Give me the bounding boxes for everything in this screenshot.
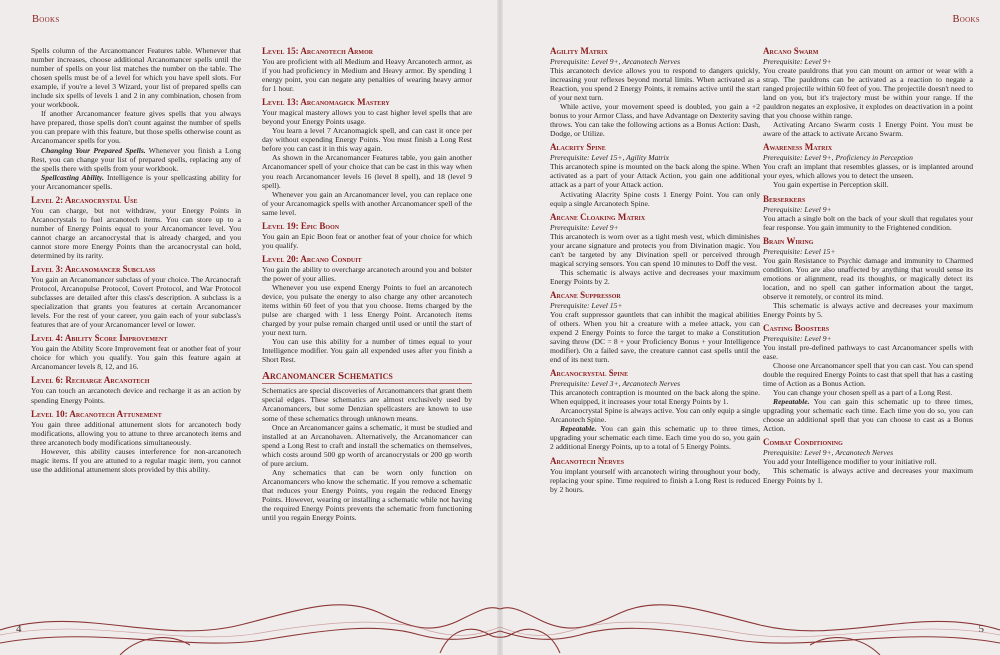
paragraph-text: You can gain this schematic up to three times, upgrading your schematic each time. Each time you do so, you gain 2 additional Energy Points, up to a total of 5 Energy Points. [550, 424, 760, 452]
body-paragraph [262, 190, 472, 217]
feature-heading: Level 3: Arcanomancer Subclass [31, 264, 156, 275]
body-paragraph [262, 153, 472, 189]
paragraph-text: Any schematics that can be worn only function on Arcanomancers who know the schematic. If you remove a schematic that reduces your Energy Points, you regain the reduced Energy Points. However, wearing or installing a schematic while not having the required Energy Points prevents the schematic from functioning until you regain Energy Points. [262, 467, 472, 523]
paragraph-text: You attach a single bolt on the back of your skull that regulates your fear response. You gain immunity to the Frightened condition. [763, 213, 973, 232]
feature-heading: Arcanotech Nerves [550, 455, 625, 466]
feature-heading: Arcano Swarm [763, 46, 819, 56]
feature-heading: Casting Boosters [763, 322, 830, 333]
body-paragraph [763, 343, 973, 361]
paragraph-text: This arcanotech contraption is mounted on the back along the spine. When equipped, it increases your total Energy Points by 1. [550, 388, 760, 407]
page-number-left: 4 [16, 623, 22, 635]
paragraph-text: You gain Resistance to Psychic damage and immunity to Charmed condition. You are also unaffected by anything that would sense its emotions or alignment, read its thoughts, or magically detect its location, and no spell can gather information about the target, observe it remotely, or control its mind. [763, 255, 973, 301]
paragraph-text: Intelligence is your spellcasting ability for your Arcanomancer spells. [31, 172, 241, 191]
paragraph-lead: Repeatable. [773, 397, 810, 407]
feature-heading: Arcane Cloaking Matrix [550, 211, 646, 222]
body-paragraph [262, 126, 472, 153]
paragraph-text: Activating Arcano Swarm costs 1 Energy Point. You must be aware of the attack to activate Arcano Swarm. [763, 120, 973, 139]
body-paragraph [262, 265, 472, 283]
body-paragraph [763, 397, 973, 433]
paragraph-text: You install pre-defined pathways to cast Arcanomancer spells with ease. [763, 342, 973, 361]
body-paragraph [550, 310, 760, 364]
paragraph-text: Whenever you gain an Arcanomancer level, you can replace one of your Arcanomagick spells with another Arcanomancer spell of the same level. [262, 189, 472, 217]
body-paragraph [262, 283, 472, 337]
body-paragraph [262, 423, 472, 468]
page5-column-2 [763, 46, 973, 485]
body-paragraph [262, 386, 472, 422]
body-paragraph [763, 301, 973, 319]
prerequisite-line: Prerequisite: Level 15+ [763, 246, 836, 256]
paragraph-text: Choose one Arcanomancer spell that you can cast. You can spend double the required Energy Points to cast that spell that has a casting time of Action as a Bonus Action. [763, 361, 973, 389]
body-paragraph [763, 162, 973, 180]
body-paragraph [31, 275, 241, 329]
feature-heading: Level 4: Ability Score Improvement [31, 333, 168, 344]
body-paragraph [31, 173, 241, 191]
feature-heading: Agility Matrix [550, 46, 608, 56]
paragraph-text: You gain an Epic Boon feat or another feat of your choice for which you qualify. [262, 231, 472, 250]
feature-heading: Brain Wiring [763, 235, 814, 246]
body-paragraph [763, 180, 973, 189]
feature-heading: Level 19: Epic Boon [262, 220, 340, 231]
paragraph-text: Spells column of the Arcanomancer Features table. Whenever that number increases, choose additional Arcanomancer spells until the number of spells on your list matches the number on the table. The chosen spells must be of a level for which you have spell slots. For example, if you're a level 3 Wizard, your list of prepared spells can include six spells of levels 1 and 2 in any combination, chosen from your workbook. [31, 46, 241, 110]
body-paragraph [31, 447, 241, 474]
prerequisite-line: Prerequisite: Level 15+ [550, 300, 623, 310]
prerequisite-line: Prerequisite: Level 9+ [550, 222, 619, 232]
body-paragraph [262, 232, 472, 250]
body-paragraph [550, 388, 760, 406]
page5-column-1 [550, 46, 760, 494]
paragraph-text: Arcanocrystal Spine is always active. You can only equip a single Arcanotech Spine. [550, 406, 760, 425]
paragraph-text: You add your Intelligence modifier to your initiative roll. [763, 457, 937, 467]
feature-heading: Combat Conditioning [763, 437, 843, 448]
paragraph-text: You gain three additional attunement slots for arcanotech body modifications, allowing you to attune to three arcanotech items and three arcanotech body modifications simultaneously. [31, 419, 241, 447]
paragraph-text: As shown in the Arcanomancer Features table, you gain another Arcanomancer spell of your choice that can be cast in this way when you reach Arcanomancer levels 16 (level 8 spell), and 18 (level 9 spell). [262, 153, 472, 190]
paragraph-text: This arcanotech device allows you to respond to dangers quickly, increasing your reflexes beyond mortal limits. When activated as a Reaction, you spend 2 Energy Points, it remains active until the start of your next turn. [550, 66, 760, 103]
body-paragraph [550, 268, 760, 286]
paragraph-text: Activating Alacrity Spine costs 1 Energy Point. You can only equip a single Arcanotech Spine. [550, 189, 760, 208]
body-paragraph [763, 457, 973, 466]
body-paragraph [763, 66, 973, 120]
body-paragraph [262, 108, 472, 126]
body-paragraph [763, 361, 973, 388]
paragraph-text: You can touch an arcanotech device and recharge it as an action by spending Energy Points. [31, 386, 241, 405]
paragraph-text: Once an Arcanomancer gains a schematic, it must be studied and installed at an Arcanohaven. Alternatively, the Arcanomancer can spend a Long Rest to craft and install the schematics on themselves, which costs around 500 gp worth of arcanocrystals or 200 gp worth of pure arcium. [262, 422, 472, 468]
prerequisite-line: Prerequisite: Level 3+, Arcanotech Nerves [550, 379, 681, 389]
paragraph-text: You gain expertise in Perception skill. [773, 180, 889, 190]
paragraph-text: You gain the ability to overcharge arcanotech around you and bolster the power of your allies. [262, 264, 472, 283]
feature-heading: Arcane Suppressor [550, 289, 621, 300]
body-paragraph [31, 46, 241, 109]
prerequisite-line: Prerequisite: Level 9+, Arcanotech Nerves [763, 448, 894, 458]
paragraph-text: You implant yourself with arcanotech wiring throughout your body, replacing your spine. Time required to finish a Long Rest is reduced by 2 hours. [550, 466, 760, 494]
feature-heading: Level 13: Arcanomagick Mastery [262, 97, 390, 108]
prerequisite-line: Prerequisite: Level 9+ [763, 57, 832, 66]
paragraph-text: You gain the Ability Score Improvement feat or another feat of your choice for which you qualify. You gain this feature again at Arcanomancer levels 8, 12, and 16. [31, 344, 241, 372]
feature-heading: Level 15: Arcanotech Armor [262, 46, 374, 56]
paragraph-lead: Changing Your Prepared Spells. [41, 145, 146, 155]
body-paragraph [31, 344, 241, 371]
running-header-right: Books [952, 14, 980, 25]
body-paragraph [31, 206, 241, 260]
paragraph-lead: Repeatable. [560, 424, 597, 434]
prerequisite-line: Prerequisite: Level 15+, Agility Matrix [550, 153, 669, 163]
paragraph-text: You can use this ability for a number of times equal to your Intelligence modifier. You gain all expended uses after you finish a Short Rest. [262, 337, 472, 365]
section-heading: Arcanomancer Schematics [262, 370, 472, 384]
body-paragraph [31, 109, 241, 145]
body-paragraph [31, 146, 241, 173]
body-paragraph [550, 467, 760, 494]
body-paragraph [550, 66, 760, 102]
paragraph-text: This arcanotech is worn over as a tight mesh vest, which diminishes your arcane signature and protects you from Divination magic. You can't be targeted by any Divination spell or perceived through magical scrying sensors. You can spend 10 minutes to Doff the vest. [550, 231, 760, 268]
paragraph-text: You learn a level 7 Arcanomagick spell, and can cast it once per day without expending Energy Points. You must finish a Long Rest before you can cast it in this way again. [262, 126, 472, 154]
prerequisite-line: Prerequisite: Level 9+, Arcanotech Nerves [550, 57, 681, 66]
body-paragraph [31, 386, 241, 404]
body-paragraph [550, 424, 760, 451]
body-paragraph [763, 214, 973, 232]
feature-heading: Level 10: Arcanotech Attunement [31, 408, 162, 419]
feature-heading: Berserkers [763, 193, 806, 204]
paragraph-text: This schematic is always active and decreases your maximum Energy Points by 5. [763, 300, 973, 319]
paragraph-text: Whenever you use expend Energy Points to fuel an arcanotech device, you pulsate the energy to also charge any other arcanotech items within 60 feet of you that you choose. Items charged by the pulse are charged with 1 less Energy Point. Arcanotech items charged by your pulse remain charged until used or until the start of your next turn. [262, 282, 472, 338]
body-paragraph [763, 388, 973, 397]
paragraph-text: This schematic is always active and decreases your maximum Energy Points by 1. [763, 466, 973, 485]
paragraph-text: This schematic is always active and decreases your maximum Energy Points by 2. [550, 267, 760, 286]
paragraph-text: Your magical mastery allows you to cast higher level spells that are beyond your Energy Points usage. [262, 108, 472, 127]
running-header-left: Books [32, 14, 60, 25]
feature-heading: Level 6: Recharge Arcanotech [31, 375, 150, 386]
feature-heading: Arcanocrystal Spine [550, 368, 629, 379]
page4-column-2 [262, 46, 472, 522]
feature-heading: Level 2: Arcanocrystal Use [31, 194, 138, 205]
paragraph-text: You craft suppressor gauntlets that can inhibit the magical abilities of others. When you hit a creature with a melee attack, you can expend 2 Energy Points to force the target to make a Constitution saving throw (DC = 8 + your Proficiency Bonus + your Intelligence modifier). On a failed save, the creature cannot cast spells until the end of its next turn. [550, 309, 760, 365]
prerequisite-line: Prerequisite: Level 9+, Proficiency in Perception [763, 153, 913, 163]
paragraph-text: You create pauldrons that you can mount on armor or wear with a strap. The pauldrons can be activated as a reaction to negate a ranged projectile within 60 feet of you. The projectile doesn't need to land on you, but it's trajectory must be within your range. If the pauldron negates an explosive, it explodes on deactivation in a point that you choose within range. [763, 66, 973, 121]
body-paragraph [763, 256, 973, 301]
paragraph-text: You can charge, but not withdraw, your Energy Points in Arcanocrystals to fuel arcanotech items. You can store up to a number of Energy Points equal to your Arcanomancer level. You cannot charge an arcanocrystal that is already charged, and you cannot store more Energy Points than the arcanocrystal can hold, determined by its rarity. [31, 205, 241, 260]
body-paragraph [550, 232, 760, 268]
body-paragraph [550, 102, 760, 138]
paragraph-text: You can gain this schematic up to three times, upgrading your schematic each time. Each time you do so, you can choose an additional spell that you can choose to cast as a Bonus Action. [763, 397, 973, 434]
feature-heading: Alacrity Spine [550, 142, 606, 153]
paragraph-text: You are proficient with all Medium and Heavy Arcanotech armor, as if you had proficiency in Medium and Heavy armor. By spending 1 energy point, you can negate any penalties of wearing heavy armor for 1 hour. [262, 57, 472, 94]
body-paragraph [31, 420, 241, 447]
feature-heading: Awareness Matrix [763, 142, 833, 153]
paragraph-text: However, this ability causes interference for non-arcanotech magic items. If you are attuned to a regular magic item, you cannot use the additional attunement slots provided by this ability. [31, 446, 241, 474]
feature-heading: Level 20: Arcano Conduit [262, 253, 362, 264]
body-paragraph [763, 120, 973, 138]
paragraph-text: You craft an implant that resembles glasses, or is implanted around your eyes, which allows you to detect the unseen. [763, 162, 973, 181]
body-paragraph [262, 468, 472, 522]
paragraph-text: You gain an Arcanomancer subclass of your choice. The Arcanocraft Protocol, Arcanopulse Protocol, Covert Protocol, and War Protocol subclasses are detailed after this class's description. A subclass is a specialization that grants you features at certain Arcanomancer levels. For the rest of your career, you gain each of your subclass's features that are of your Arcanomancer level or lower. [31, 275, 241, 330]
paragraph-text: Schematics are special discoveries of Arcanomancers that grant them special edges. These schematics are almost exclusively used by Arcanomancers, but some Denzian spellcasters are known to use some of these schematics through unknown means. [262, 386, 473, 423]
paragraph-text: While active, your movement speed is doubled, you gain a +2 bonus to your Armor Class, and have Advantage on Dexterity saving throws. You can take the following actions as a Bonus Action: Dash, Dodge, or Utilize. [550, 102, 760, 139]
page4-column-1 [31, 46, 241, 474]
body-paragraph [763, 466, 973, 484]
body-paragraph [550, 406, 760, 424]
body-paragraph [550, 162, 760, 189]
paragraph-text: If another Arcanomancer feature gives spells that you always have prepared, those spells don't count against the number of spells you can prepare with this feature, but those spells otherwise count as Arcanomancer spells for you. [31, 109, 241, 146]
paragraph-text: This arcanotech spine is mounted on the back along the spine. When activated as a part of your Attack Action, you gain one additional attack as a part of your Attack action. [550, 162, 760, 190]
filigree-ornament [0, 535, 1000, 655]
body-paragraph [550, 190, 760, 208]
body-paragraph [262, 57, 472, 93]
body-paragraph [262, 337, 472, 364]
prerequisite-line: Prerequisite: Level 9+ [763, 333, 832, 343]
page-number-right: 5 [978, 623, 984, 635]
paragraph-text: You can change your chosen spell as a part of a Long Rest. [773, 388, 953, 398]
paragraph-text: Whenever you finish a Long Rest, you can change your list of prepared spells, replacing any of the spells there with spells from your workbook. [31, 145, 241, 173]
paragraph-lead: Spellcasting Ability. [41, 172, 104, 182]
prerequisite-line: Prerequisite: Level 9+ [763, 204, 832, 214]
